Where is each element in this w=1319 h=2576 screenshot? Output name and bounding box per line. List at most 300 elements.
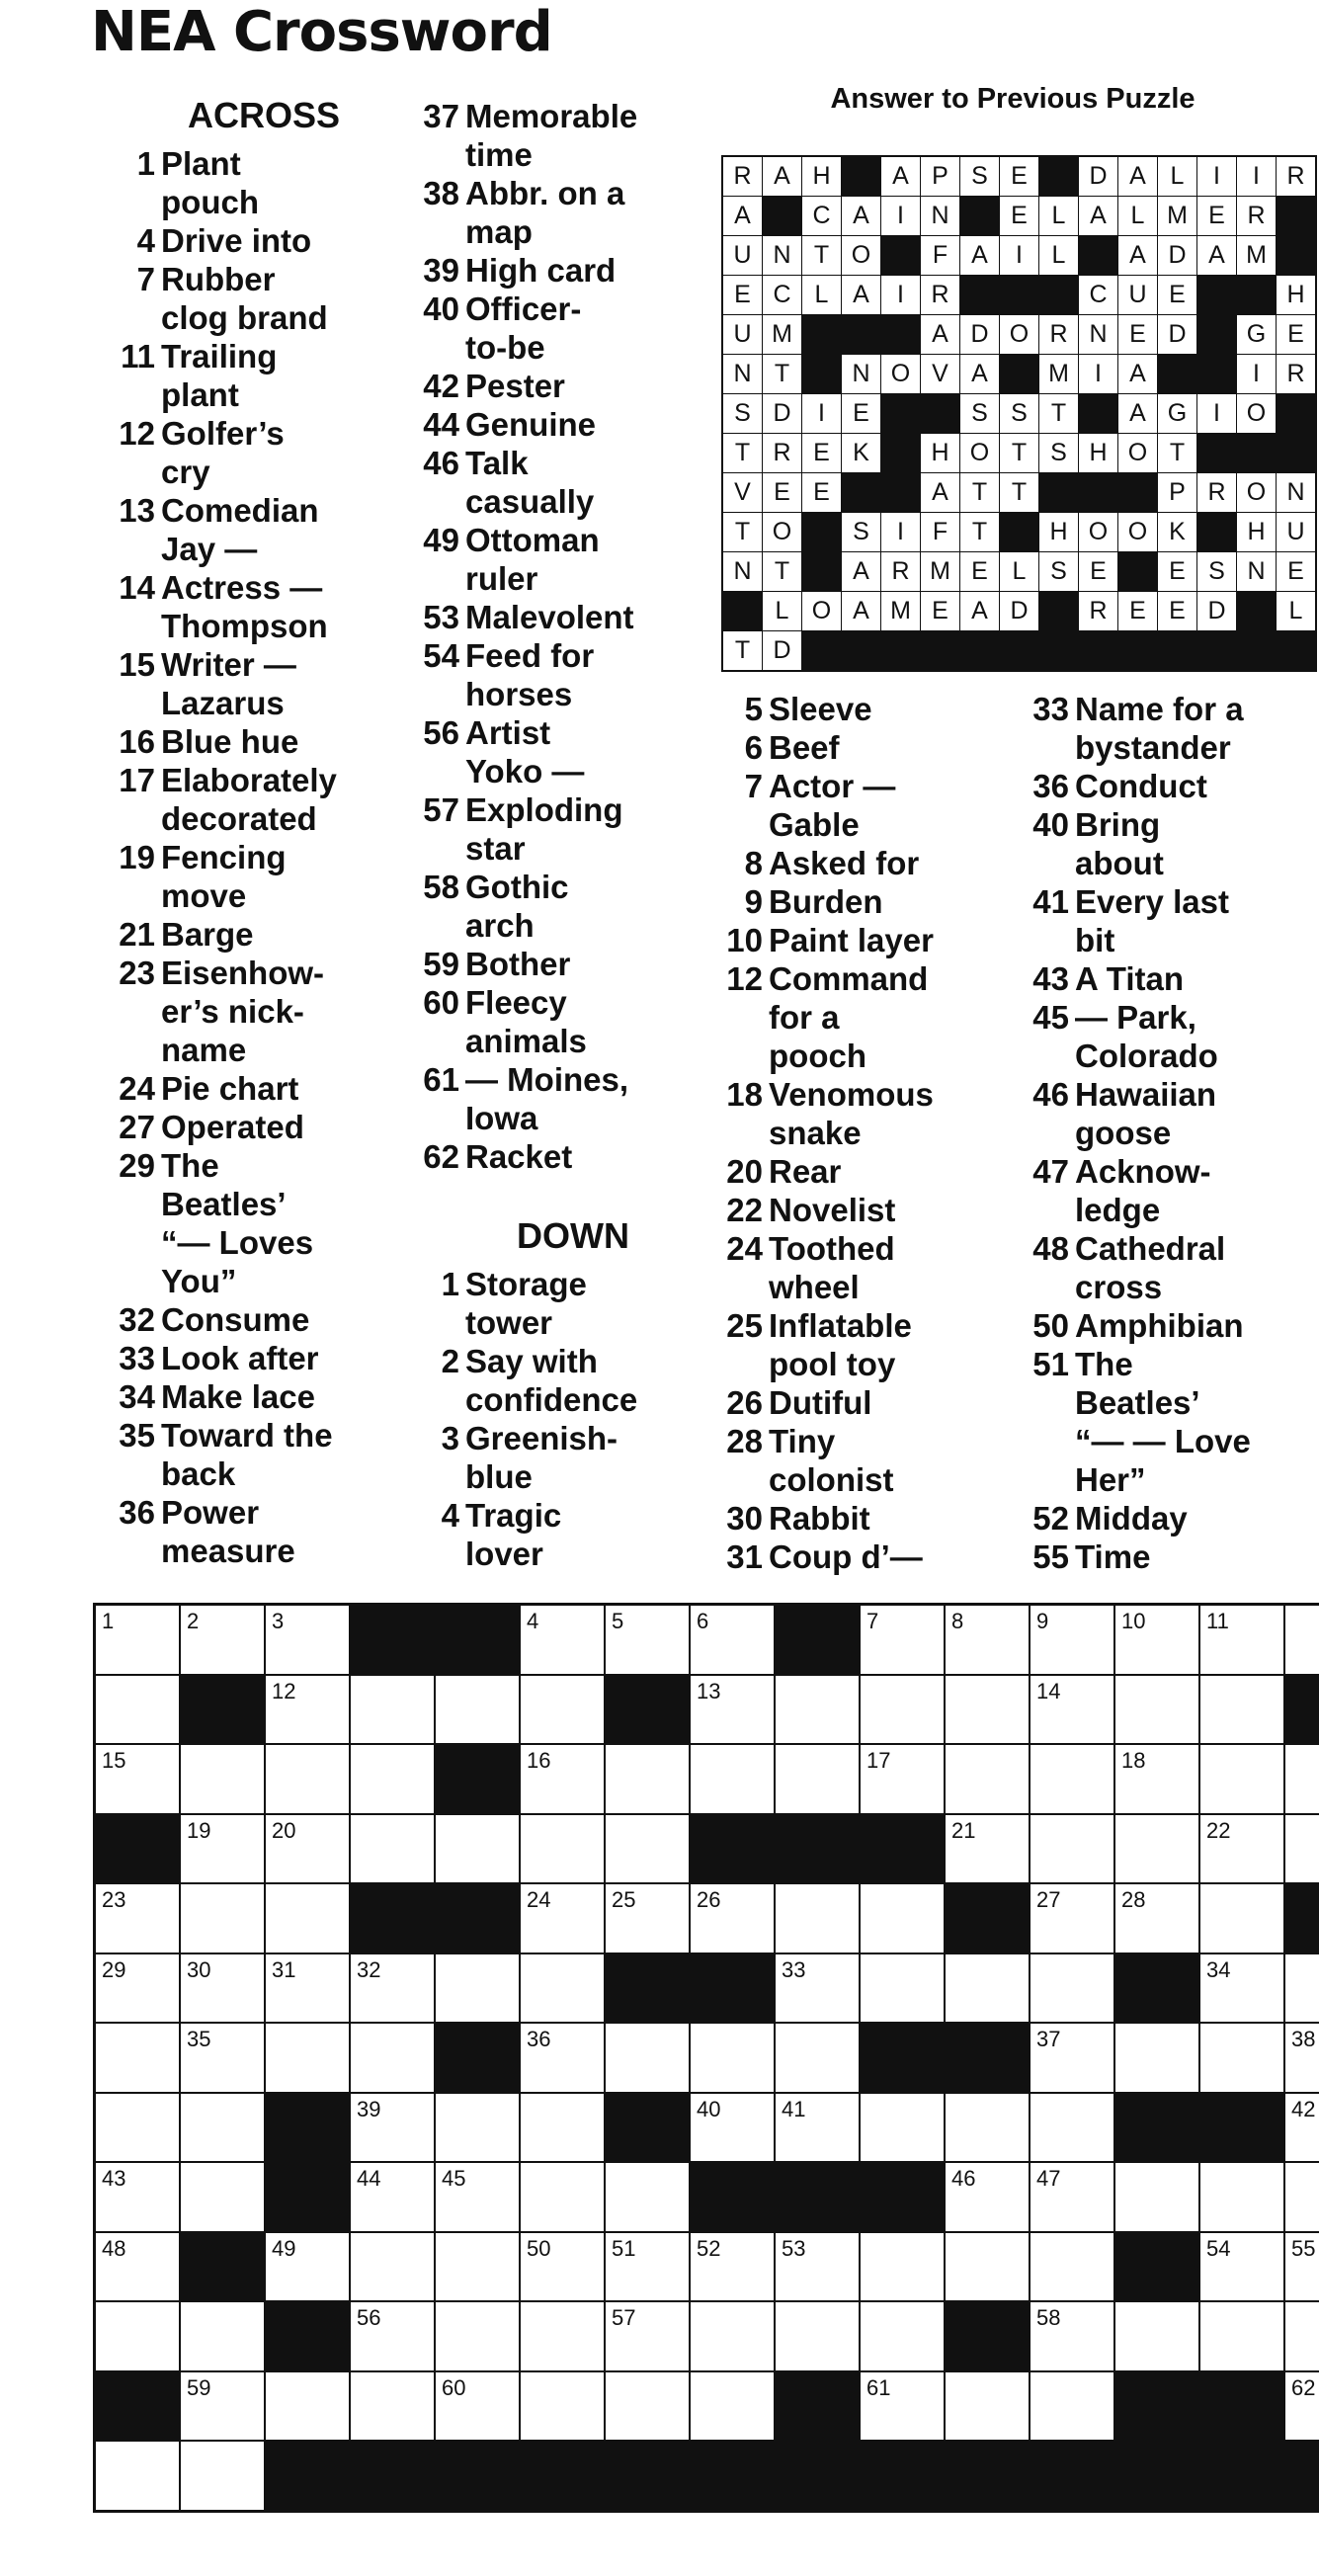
grid-cell[interactable] <box>861 1884 944 1953</box>
cell-number: 57 <box>612 2305 636 2330</box>
answer-block <box>1000 276 1038 314</box>
clue <box>96 1069 392 1108</box>
grid-cell[interactable] <box>351 2233 434 2301</box>
clue-number: 44 <box>423 406 459 443</box>
grid-cell[interactable] <box>181 1745 264 1813</box>
grid-cell[interactable] <box>1285 2233 1319 2301</box>
grid-cell[interactable] <box>1030 2372 1113 2441</box>
cell-number: 41 <box>782 2096 806 2121</box>
grid-cell[interactable] <box>691 1606 774 1674</box>
cell-number: 21 <box>951 1817 976 1843</box>
grid-cell[interactable] <box>776 1884 859 1953</box>
grid-cell[interactable] <box>351 1815 434 1883</box>
grid-cell[interactable] <box>946 1815 1029 1883</box>
answer-cell: L <box>1039 197 1078 235</box>
clue-number: 59 <box>423 946 459 982</box>
grid-cell[interactable] <box>691 2302 774 2370</box>
grid-cell[interactable] <box>1200 1815 1283 1883</box>
grid-cell[interactable] <box>436 2302 519 2370</box>
grid-cell[interactable] <box>436 2372 519 2441</box>
grid-cell[interactable] <box>691 2024 774 2092</box>
grid-cell[interactable] <box>606 2372 689 2441</box>
clue-text: — Park, Colorado <box>1075 999 1218 1074</box>
grid-cell[interactable] <box>1030 1676 1113 1744</box>
answer-cell: R <box>1237 197 1276 235</box>
grid-cell[interactable] <box>181 1884 264 1953</box>
answer-cell: I <box>1000 236 1038 275</box>
clue <box>703 1499 1010 1537</box>
grid-cell[interactable] <box>351 1745 434 1813</box>
answer-cell: H <box>1237 513 1276 551</box>
grid-cell[interactable] <box>436 1954 519 2023</box>
answer-cell: D <box>763 394 801 433</box>
answer-block <box>1277 434 1315 472</box>
grid-cell[interactable] <box>266 1745 349 1813</box>
grid-cell[interactable] <box>96 1676 179 1744</box>
grid-cell[interactable] <box>861 2372 944 2441</box>
clue <box>400 1342 706 1419</box>
clue <box>400 1419 706 1496</box>
clue-number: 39 <box>423 252 459 289</box>
grid-cell[interactable] <box>436 2094 519 2162</box>
grid-cell[interactable] <box>436 2163 519 2231</box>
clue <box>703 690 1010 728</box>
answer-cell: U <box>1118 276 1157 314</box>
grid-cell[interactable] <box>96 1606 179 1674</box>
clue-text: Beef <box>769 729 840 766</box>
grid-cell[interactable] <box>691 2094 774 2162</box>
grid-cell[interactable] <box>96 2233 179 2301</box>
grid-cell[interactable] <box>266 1815 349 1883</box>
grid-cell[interactable] <box>181 2442 264 2510</box>
grid-cell[interactable] <box>691 2372 774 2441</box>
clue <box>400 367 706 405</box>
grid-cell[interactable] <box>861 1745 944 1813</box>
answer-block <box>802 355 841 393</box>
grid-block <box>266 2302 349 2370</box>
clue-number: 56 <box>423 714 459 751</box>
grid-cell[interactable] <box>521 2094 604 2162</box>
grid-cell[interactable] <box>1030 1815 1113 1883</box>
grid-cell[interactable] <box>436 1676 519 1744</box>
clue <box>96 1493 392 1570</box>
answer-cell: H <box>921 434 959 472</box>
grid-cell[interactable] <box>96 2163 179 2231</box>
answer-cell: T <box>723 513 762 551</box>
grid-cell[interactable] <box>521 2024 604 2092</box>
grid-cell[interactable] <box>1285 1815 1319 1883</box>
clue <box>703 1537 1010 1576</box>
grid-cell[interactable] <box>1115 2302 1198 2370</box>
grid-cell[interactable] <box>1030 1745 1113 1813</box>
clue-text: Fleecy animals <box>465 984 587 1059</box>
answer-cell: H <box>1079 434 1117 472</box>
grid-cell[interactable] <box>691 1676 774 1744</box>
answer-block <box>1039 276 1078 314</box>
grid-cell[interactable] <box>351 2372 434 2441</box>
clue-text: Every last bit <box>1075 883 1229 958</box>
clue-number: 7 <box>744 768 763 804</box>
grid-cell[interactable] <box>1200 1745 1283 1813</box>
grid-cell[interactable] <box>1030 1606 1113 1674</box>
clue-text: Look after <box>161 1340 319 1376</box>
cell-number: 20 <box>272 1817 296 1843</box>
clue-text: The Beatles’ “— Loves You” <box>161 1147 314 1299</box>
grid-cell[interactable] <box>266 2024 349 2092</box>
grid-cell[interactable] <box>1030 1884 1113 1953</box>
answer-cell: R <box>881 552 920 591</box>
clue-number: 27 <box>119 1109 155 1145</box>
answer-block <box>723 592 762 630</box>
grid-cell[interactable] <box>946 1676 1029 1744</box>
clue-number: 52 <box>1032 1500 1069 1537</box>
grid-block <box>776 2372 859 2441</box>
answer-block <box>1197 513 1236 551</box>
answer-block <box>1158 355 1196 393</box>
grid-cell[interactable] <box>1200 2163 1283 2231</box>
cell-number: 56 <box>357 2305 381 2330</box>
cell-number: 43 <box>102 2166 126 2191</box>
answer-block <box>763 197 801 235</box>
grid-cell[interactable] <box>606 1745 689 1813</box>
grid-cell[interactable] <box>1115 1745 1198 1813</box>
grid-cell[interactable] <box>521 1884 604 1953</box>
grid-cell[interactable] <box>1285 1606 1319 1674</box>
grid-cell[interactable] <box>691 2233 774 2301</box>
grid-cell[interactable] <box>181 1954 264 2023</box>
clue <box>400 945 706 983</box>
clue-text: Bring about <box>1075 806 1164 881</box>
grid-cell[interactable] <box>96 2094 179 2162</box>
clue-text: Coup d’— <box>769 1538 923 1575</box>
clue-text: Gothic arch <box>465 869 569 944</box>
clue-number: 57 <box>423 791 459 828</box>
grid-cell[interactable] <box>1200 2233 1283 2301</box>
grid-cell[interactable] <box>1285 2372 1319 2441</box>
grid-cell[interactable] <box>181 2024 264 2092</box>
answer-cell: O <box>1237 473 1276 512</box>
answer-block <box>1118 552 1157 591</box>
grid-cell[interactable] <box>606 2302 689 2370</box>
clue-text: Malevolent <box>465 599 634 635</box>
cell-number: 37 <box>1036 2027 1061 2051</box>
clue-number: 37 <box>423 98 459 134</box>
clue <box>1010 805 1316 882</box>
clue-number: 48 <box>1032 1230 1069 1267</box>
grid-cell[interactable] <box>266 2233 349 2301</box>
grid-cell[interactable] <box>861 2094 944 2162</box>
grid-cell[interactable] <box>606 2163 689 2231</box>
grid-cell[interactable] <box>606 2024 689 2092</box>
grid-cell[interactable] <box>1115 1676 1198 1744</box>
answer-block <box>1000 355 1038 393</box>
clue-number: 8 <box>744 845 763 881</box>
clue <box>1010 1499 1316 1537</box>
grid-cell[interactable] <box>1200 1884 1283 1953</box>
answer-cell: S <box>842 513 880 551</box>
grid-cell[interactable] <box>1115 1815 1198 1883</box>
answer-block <box>842 157 880 196</box>
answer-cell: S <box>960 394 999 433</box>
grid-cell[interactable] <box>181 1815 264 1883</box>
clue-number: 23 <box>119 955 155 991</box>
clue-number: 25 <box>726 1307 763 1344</box>
answer-cell: M <box>921 552 959 591</box>
grid-cell[interactable] <box>606 1815 689 1883</box>
grid-cell[interactable] <box>1115 2163 1198 2231</box>
grid-cell[interactable] <box>436 1815 519 1883</box>
grid-cell[interactable] <box>1200 1676 1283 1744</box>
grid-block <box>776 1606 859 1674</box>
grid-block <box>946 1884 1029 1953</box>
grid-cell[interactable] <box>1030 2233 1113 2301</box>
answer-cell: O <box>960 434 999 472</box>
grid-cell[interactable] <box>1200 1954 1283 2023</box>
grid-cell[interactable] <box>181 2094 264 2162</box>
grid-cell[interactable] <box>351 2094 434 2162</box>
answer-cell: D <box>1079 157 1117 196</box>
clue <box>703 882 1010 921</box>
grid-cell[interactable] <box>946 2094 1029 2162</box>
clue-number: 58 <box>423 869 459 905</box>
grid-block <box>691 1954 774 2023</box>
grid-cell[interactable] <box>521 2302 604 2370</box>
grid-cell[interactable] <box>96 2302 179 2370</box>
clue-text: Barge <box>161 916 254 953</box>
cell-number: 40 <box>697 2096 721 2121</box>
clue <box>1010 1306 1316 1345</box>
grid-block <box>96 2372 179 2441</box>
grid-cell[interactable] <box>1200 1606 1283 1674</box>
cell-number: 35 <box>187 2027 211 2051</box>
grid-cell[interactable] <box>266 1606 349 1674</box>
answer-cell: L <box>1158 157 1196 196</box>
clue <box>96 1146 392 1300</box>
grid-cell[interactable] <box>96 1954 179 2023</box>
answer-cell: I <box>881 513 920 551</box>
grid-cell[interactable] <box>351 2163 434 2231</box>
clue-text: Consume <box>161 1301 310 1338</box>
clue-text: Memorable time <box>465 98 638 173</box>
clue-number: 55 <box>1032 1538 1069 1575</box>
grid-cell[interactable] <box>1030 2094 1113 2162</box>
grid-cell[interactable] <box>861 1606 944 1674</box>
grid-cell[interactable] <box>776 1745 859 1813</box>
answer-cell: T <box>1000 434 1038 472</box>
answer-cell: R <box>723 157 762 196</box>
grid-cell[interactable] <box>521 2233 604 2301</box>
clue-number: 3 <box>441 1420 459 1456</box>
clue-text: Amphibian <box>1075 1307 1244 1344</box>
grid-cell[interactable] <box>1285 1745 1319 1813</box>
cell-number: 18 <box>1121 1748 1146 1773</box>
clue-number: 46 <box>423 445 459 481</box>
grid-cell[interactable] <box>946 1745 1029 1813</box>
grid-cell[interactable] <box>776 2302 859 2370</box>
clue <box>400 636 706 713</box>
grid-cell[interactable] <box>1285 1954 1319 2023</box>
grid-cell[interactable] <box>1285 2302 1319 2370</box>
grid-cell[interactable] <box>1030 2024 1113 2092</box>
grid-cell[interactable] <box>1115 1884 1198 1953</box>
grid-cell[interactable] <box>946 2233 1029 2301</box>
grid-cell[interactable] <box>521 1954 604 2023</box>
grid-block <box>266 2163 349 2231</box>
grid-cell[interactable] <box>351 1954 434 2023</box>
answer-cell: T <box>960 473 999 512</box>
answer-block <box>842 315 880 354</box>
cell-number: 11 <box>1206 1609 1229 1633</box>
grid-cell[interactable] <box>521 1676 604 1744</box>
clue-text: Toothed wheel <box>769 1230 895 1305</box>
answer-cell: R <box>1197 473 1236 512</box>
grid-cell[interactable] <box>1200 2024 1283 2092</box>
grid-cell[interactable] <box>776 2094 859 2162</box>
cell-number: 61 <box>866 2374 891 2400</box>
grid-cell[interactable] <box>691 1745 774 1813</box>
clue-number: 16 <box>119 723 155 760</box>
cell-number: 24 <box>527 1887 551 1912</box>
grid-cell[interactable] <box>436 2233 519 2301</box>
cell-number: 44 <box>357 2166 381 2191</box>
grid-cell[interactable] <box>606 1606 689 1674</box>
grid-cell[interactable] <box>1030 2302 1113 2370</box>
answer-cell: T <box>1039 394 1078 433</box>
grid-cell[interactable] <box>861 1676 944 1744</box>
grid-cell[interactable] <box>1285 2094 1319 2162</box>
grid-cell[interactable] <box>606 1884 689 1953</box>
answer-cell: A <box>1197 236 1236 275</box>
grid-block <box>436 2024 519 2092</box>
grid-cell[interactable] <box>776 2233 859 2301</box>
grid-cell[interactable] <box>351 2302 434 2370</box>
grid-cell[interactable] <box>266 1884 349 1953</box>
grid-cell[interactable] <box>266 1954 349 2023</box>
grid-cell[interactable] <box>181 2372 264 2441</box>
grid-cell[interactable] <box>606 2233 689 2301</box>
cell-number: 10 <box>1121 1609 1146 1633</box>
clue <box>96 414 392 491</box>
grid-cell[interactable] <box>96 1884 179 1953</box>
clue-number: 24 <box>119 1070 155 1107</box>
cell-number: 28 <box>1121 1887 1146 1912</box>
answer-block <box>1197 355 1236 393</box>
cell-number: 52 <box>697 2235 721 2261</box>
cell-number: 51 <box>612 2235 636 2261</box>
answer-cell: C <box>763 276 801 314</box>
answer-cell: T <box>1158 434 1196 472</box>
answer-cell: I <box>1197 157 1236 196</box>
answer-cell: I <box>802 394 841 433</box>
grid-cell[interactable] <box>946 1954 1029 2023</box>
answer-cell: P <box>1158 473 1196 512</box>
grid-cell[interactable] <box>521 1745 604 1813</box>
grid-cell[interactable] <box>96 1745 179 1813</box>
cell-number: 54 <box>1206 2235 1231 2261</box>
grid-cell[interactable] <box>96 2442 179 2510</box>
clue <box>1010 882 1316 959</box>
answer-cell: I <box>881 197 920 235</box>
clue <box>400 790 706 868</box>
grid-cell[interactable] <box>1115 1606 1198 1674</box>
grid-cell[interactable] <box>776 1954 859 2023</box>
clue-number: 36 <box>1032 768 1069 804</box>
clue-text: Pie chart <box>161 1070 299 1107</box>
answer-cell: O <box>802 592 841 630</box>
cell-number: 62 <box>1291 2374 1316 2400</box>
grid-block <box>436 1884 519 1953</box>
grid-cell[interactable] <box>351 2024 434 2092</box>
grid-cell[interactable] <box>1115 2024 1198 2092</box>
grid-cell[interactable] <box>181 1606 264 1674</box>
grid-cell[interactable] <box>1285 2163 1319 2231</box>
grid-cell[interactable] <box>1200 2302 1283 2370</box>
page-title: NEA Crossword <box>91 0 552 64</box>
grid-cell[interactable] <box>946 2163 1029 2231</box>
clue-text: Inflatable pool toy <box>769 1307 912 1382</box>
grid-cell[interactable] <box>181 2302 264 2370</box>
grid-cell[interactable] <box>521 2372 604 2441</box>
answer-cell: O <box>881 355 920 393</box>
grid-cell[interactable] <box>266 2372 349 2441</box>
grid-cell[interactable] <box>266 1676 349 1744</box>
grid-cell[interactable] <box>521 2163 604 2231</box>
answer-cell: O <box>1000 315 1038 354</box>
grid-cell[interactable] <box>776 2024 859 2092</box>
grid-cell[interactable] <box>861 1954 944 2023</box>
answer-block <box>1079 394 1117 433</box>
grid-cell[interactable] <box>776 1676 859 1744</box>
grid-cell[interactable] <box>1030 2163 1113 2231</box>
clue-text: Eisenhow- er’s nick- name <box>161 955 325 1068</box>
answer-cell: S <box>960 157 999 196</box>
clue <box>400 1265 706 1342</box>
clue-number: 18 <box>726 1076 763 1113</box>
grid-cell[interactable] <box>1285 2024 1319 2092</box>
grid-cell[interactable] <box>1030 1954 1113 2023</box>
grid-cell[interactable] <box>351 1676 434 1744</box>
clue-text: Rubber clog brand <box>161 261 328 336</box>
answer-cell: R <box>1079 592 1117 630</box>
answer-cell: G <box>1158 394 1196 433</box>
answer-cell: T <box>763 552 801 591</box>
grid-block <box>1285 1884 1319 1953</box>
clue <box>96 954 392 1069</box>
answer-cell: T <box>960 513 999 551</box>
clue-text: The Beatles’ “— — Love Her” <box>1075 1346 1251 1498</box>
grid-cell[interactable] <box>181 2163 264 2231</box>
grid-block <box>1200 2094 1283 2162</box>
grid-cell[interactable] <box>861 2233 944 2301</box>
clue-number: 40 <box>1032 806 1069 843</box>
grid-cell[interactable] <box>96 2024 179 2092</box>
clue-number: 6 <box>744 729 763 766</box>
clue <box>703 921 1010 959</box>
clue-text: Dutiful <box>769 1384 872 1421</box>
cell-number: 46 <box>951 2166 976 2191</box>
clue-number: 45 <box>1032 999 1069 1036</box>
grid-cell[interactable] <box>946 2372 1029 2441</box>
grid-cell[interactable] <box>521 1815 604 1883</box>
grid-cell[interactable] <box>861 2302 944 2370</box>
clue <box>1010 1345 1316 1499</box>
grid-cell[interactable] <box>946 1606 1029 1674</box>
answer-cell: D <box>960 315 999 354</box>
answer-cell: M <box>881 592 920 630</box>
grid-cell[interactable] <box>691 1884 774 1953</box>
grid-cell[interactable] <box>521 1606 604 1674</box>
clue-number: 54 <box>423 637 459 674</box>
